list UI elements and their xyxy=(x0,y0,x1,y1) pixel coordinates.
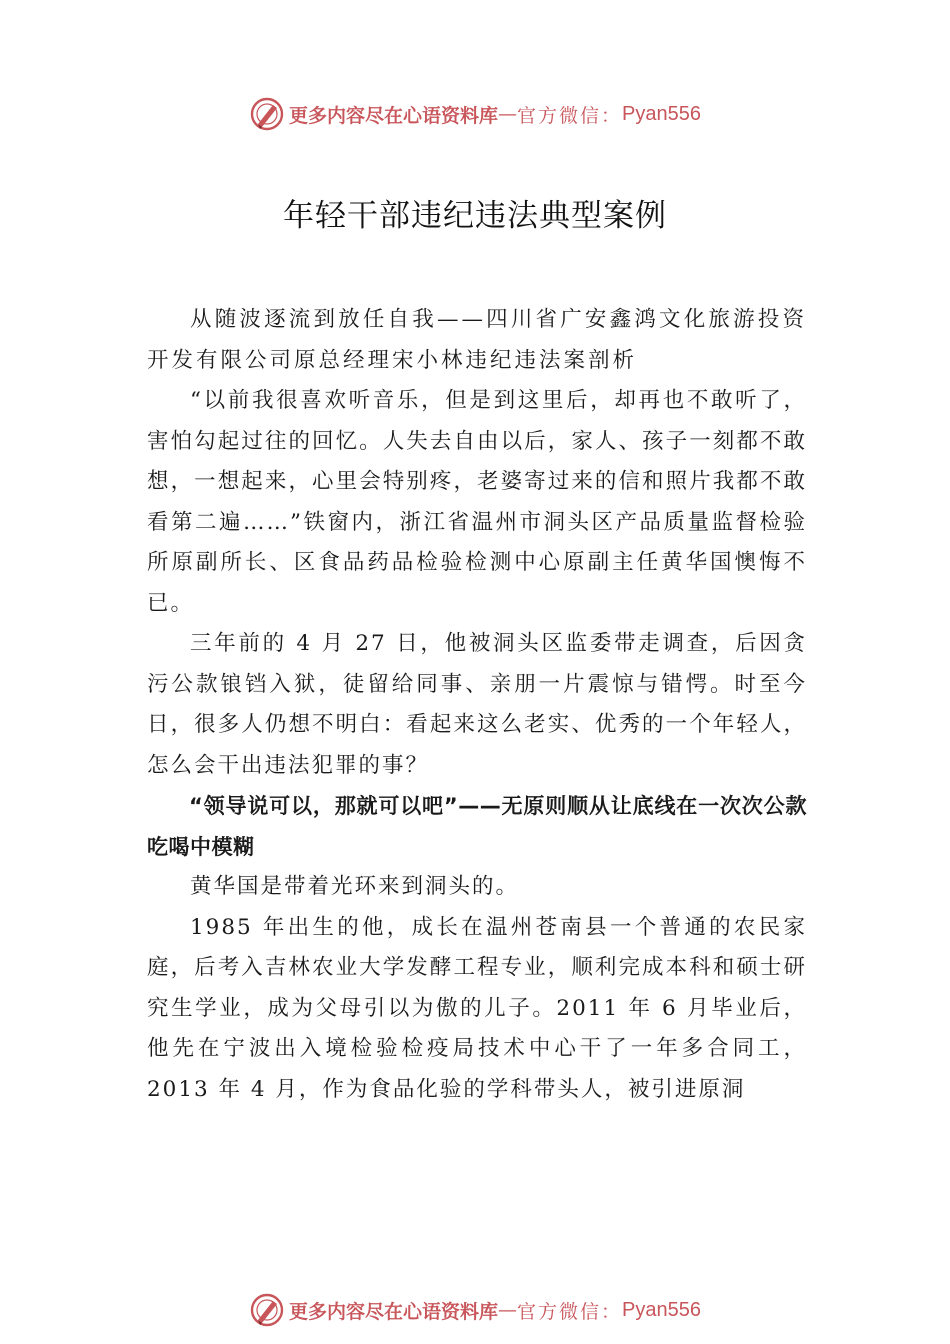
body-paragraph: “以前我很喜欢听音乐，但是到这里后，却再也不敢听了，害怕勾起过往的回忆。人失去自由以后，家人、孩子一刻都不敢想，一想起来，心里会特别疼，老婆寄过来的信和照片我都不敢看第二遍……”铁窗内，浙江省温州市洞头区产品质量监督检验所原副所长、区食品药品检验检测中心原副主任黄华国懊悔不已。 xyxy=(147,388,807,616)
document-title: 年轻干部违纪违法典型案例 xyxy=(283,198,667,234)
watermark-wechat-label: 官方微信： xyxy=(517,104,623,127)
document-body xyxy=(147,300,807,1110)
watermark-wechat-label: 官方微信： xyxy=(517,1300,623,1323)
header-watermark xyxy=(0,94,950,134)
section-heading: “领导说可以，那就可以吧”——无原则顺从让底线在一次次公款吃喝中模糊 xyxy=(147,794,807,859)
watermark-separator: — xyxy=(498,1299,518,1321)
watermark-wechat-id: Pyan556 xyxy=(622,102,701,125)
subtitle-paragraph: 从随波逐流到放任自我——四川省广安鑫鸿文化旅游投资开发有限公司原总经理宋小林违纪违法案剖析 xyxy=(147,307,807,373)
pen-logo-icon xyxy=(249,1292,285,1328)
watermark-text: 更多内容尽在心语资料库 xyxy=(289,104,499,127)
body-paragraph: 黄华国是带着光环来到洞头的。 xyxy=(190,874,520,899)
watermark-separator: — xyxy=(498,103,518,125)
pen-logo-icon xyxy=(249,96,285,132)
footer-watermark xyxy=(0,1290,950,1330)
watermark-text: 更多内容尽在心语资料库 xyxy=(289,1300,499,1323)
body-paragraph: 1985 年出生的他，成长在温州苍南县一个普通的农民家庭，后考入吉林农业大学发酵工程专业，顺利完成本科和硕士研究生学业，成为父母引以为傲的儿子。2011 年 6 月毕业后，他先在宁波出入境检验检疫局技术中心干了一年多合同工，2013 年 4 月，作为食品化验的学科带头人，被引进原洞 xyxy=(147,914,807,1102)
watermark-wechat-id: Pyan556 xyxy=(622,1298,701,1321)
body-paragraph: 三年前的 4 月 27 日，他被洞头区监委带走调查，后因贪污公款锒铛入狱，徒留给同事、亲朋一片震惊与错愕。时至今日，很多人仍想不明白：看起来这么老实、优秀的一个年轻人，怎么会干出违法犯罪的事？ xyxy=(147,631,807,778)
